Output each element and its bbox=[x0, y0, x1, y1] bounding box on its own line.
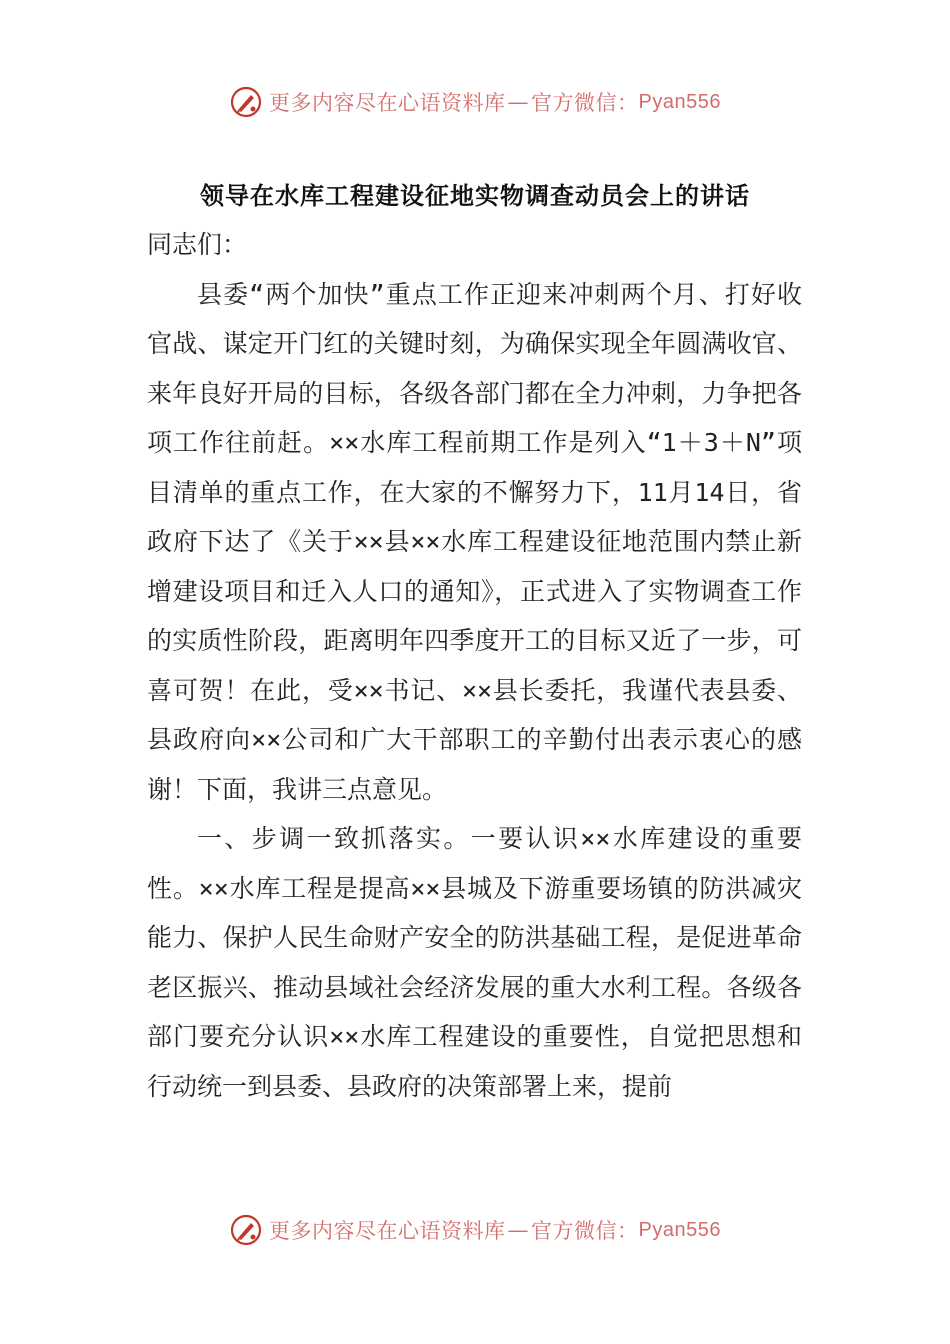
watermark-wechat-label: 官方微信： bbox=[531, 91, 639, 115]
footer-watermark bbox=[0, 1210, 950, 1250]
pen-logo-icon bbox=[229, 1213, 263, 1247]
watermark-text: 更多内容尽在心语资料库 bbox=[269, 1219, 506, 1243]
watermark-wechat-id: Pyan556 bbox=[638, 1218, 721, 1241]
document-body bbox=[147, 220, 802, 1111]
salutation: 同志们： bbox=[147, 230, 248, 259]
paragraph: 县委“两个加快”重点工作正迎来冲刺两个月、打好收官战、谋定开门红的关键时刻，为确保实现全年圆满收官、来年良好开局的目标，各级各部门都在全力冲刺，力争把各项工作往前赶。××水库工程前期工作是列入“1＋3＋N”项目清单的重点工作，在大家的不懈努力下，11月14日，省政府下达了《关于××县××水库工程建设征地范围内禁止新增建设项目和迁入人口的通知》，正式进入了实物调查工作的实质性阶段，距离明年四季度开工的目标又近了一步，可喜可贺！在此，受××书记、××县长委托，我谨代表县委、县政府向××公司和广大干部职工的辛勤付出表示衷心的感谢！下面，我讲三点意见。 bbox=[147, 279, 802, 804]
header-watermark bbox=[0, 82, 950, 122]
watermark-separator: — bbox=[507, 90, 530, 114]
watermark-text: 更多内容尽在心语资料库 bbox=[269, 91, 506, 115]
pen-logo-icon bbox=[229, 85, 263, 119]
watermark-wechat-label: 官方微信： bbox=[531, 1219, 639, 1243]
watermark-separator: — bbox=[507, 1218, 530, 1242]
document-title: 领导在水库工程建设征地实物调查动员会上的讲话 bbox=[200, 182, 750, 210]
watermark-wechat-id: Pyan556 bbox=[638, 90, 721, 113]
paragraph: 一、步调一致抓落实。一要认识××水库建设的重要性。××水库工程是提高××县城及下游重要场镇的防洪减灾能力、保护人民生命财产安全的防洪基础工程，是促进革命老区振兴、推动县域社会经济发展的重大水利工程。各级各部门要充分认识××水库工程建设的重要性，自觉把思想和行动统一到县委、县政府的决策部署上来，提前 bbox=[147, 824, 802, 1101]
